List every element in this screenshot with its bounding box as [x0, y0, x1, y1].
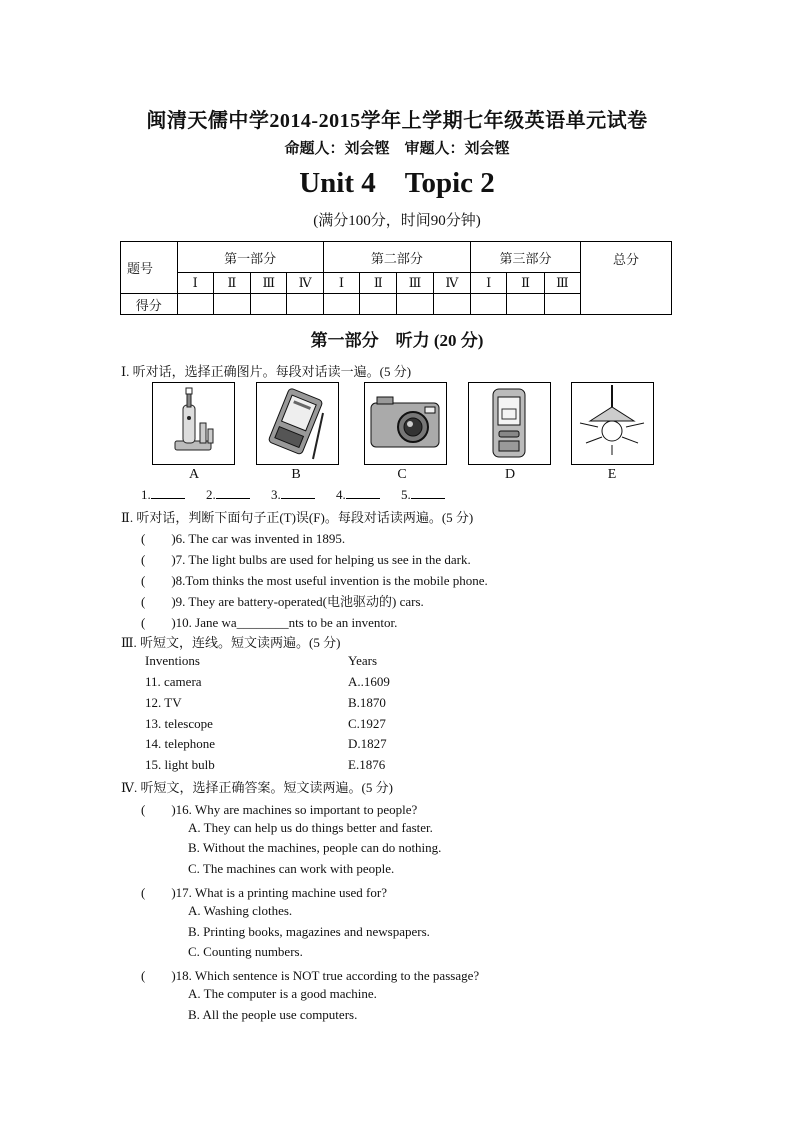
question-18: ( )18. Which sentence is NOT true according to the passage? [141, 968, 480, 983]
option-18b: B. All the people use computers. [188, 1007, 358, 1022]
score-cell[interactable] [397, 294, 433, 315]
exam-title: 闽清天儒中学2014-2015学年上学期七年级英语单元试卷 [146, 110, 648, 132]
picture-b [256, 382, 339, 465]
camera-icon [365, 383, 446, 464]
table-sub-header: Ⅳ [433, 273, 470, 294]
picture-label-c: C [397, 467, 407, 482]
answer-number: 5. [401, 487, 411, 502]
picture-label-d: D [504, 467, 516, 482]
answer-blank[interactable] [281, 487, 315, 499]
question-17: ( )17. What is a printing machine used for? [141, 885, 387, 900]
table-sub-header: Ⅱ [507, 273, 544, 294]
answer-blank[interactable] [216, 487, 250, 499]
table-sub-header: Ⅱ [213, 273, 250, 294]
score-info: (满分100分，时间90分钟) [313, 213, 481, 229]
match-right-item: B.1870 [348, 695, 386, 710]
option-16a: A. They can help us do things better and faster. [188, 820, 433, 835]
match-right-item: D.1827 [348, 736, 387, 751]
table-sub-header: Ⅲ [544, 273, 580, 294]
answer-blank[interactable] [411, 487, 445, 499]
match-left-item: 11. camera [145, 674, 202, 689]
option-16b: B. Without the machines, people can do nothing. [188, 840, 442, 855]
picture-d [468, 382, 551, 465]
table-sub-header: Ⅲ [397, 273, 433, 294]
picture-e [571, 382, 654, 465]
table-sub-header: Ⅰ [323, 273, 359, 294]
answer-number: 4. [336, 487, 346, 502]
option-16c: C. The machines can work with people. [188, 861, 395, 876]
column-header-years: Years [348, 653, 378, 668]
option-17a: A. Washing clothes. [188, 903, 293, 918]
score-cell[interactable] [507, 294, 544, 315]
score-cell[interactable] [213, 294, 250, 315]
section-two-heading: Ⅱ. 听对话，判断下面句子正(T)误(F)。每段对话读两遍。(5 分) [121, 510, 474, 525]
table-header-part-two: 第二部分 [323, 242, 470, 273]
match-right-item: A..1609 [348, 674, 390, 689]
score-cell[interactable] [177, 294, 213, 315]
light-bulb-icon [572, 383, 653, 464]
section-four-heading: Ⅳ. 听短文，选择正确答案。短文读两遍。(5 分) [121, 780, 393, 795]
section-three-heading: Ⅲ. 听短文，连线。短文读两遍。(5 分) [121, 635, 341, 650]
table-sub-header: Ⅰ [177, 273, 213, 294]
match-left-item: 14. telephone [145, 736, 216, 751]
column-header-inventions: Inventions [145, 653, 200, 668]
picture-label-b: B [291, 467, 301, 482]
score-cell[interactable] [251, 294, 287, 315]
match-left-item: 15. light bulb [145, 757, 215, 772]
picture-a [152, 382, 235, 465]
match-left-item: 13. telescope [145, 716, 213, 731]
option-17b: B. Printing books, magazines and newspapers. [188, 924, 430, 939]
match-left-item: 12. TV [145, 695, 182, 710]
electric-toothbrush-icon [153, 383, 234, 464]
match-right-item: E.1876 [348, 757, 386, 772]
unit-title: Unit 4 Topic 2 [299, 167, 495, 199]
answer-blank[interactable] [346, 487, 380, 499]
picture-label-a: A [188, 467, 200, 482]
exam-authors: 命题人：刘会铿 审题人：刘会铿 [284, 141, 510, 157]
answer-number: 3. [271, 487, 281, 502]
score-cell[interactable] [433, 294, 470, 315]
table-sub-header: Ⅰ [471, 273, 507, 294]
picture-c [364, 382, 447, 465]
table-header-total: 总分 [581, 242, 672, 315]
score-table [120, 241, 672, 315]
option-17c: C. Counting numbers. [188, 944, 303, 959]
pda-device-icon [257, 383, 338, 464]
answer-blanks [141, 487, 445, 503]
picture-label-e: E [607, 467, 617, 482]
question-16: ( )16. Why are machines so important to people? [141, 802, 418, 817]
score-cell[interactable] [360, 294, 397, 315]
table-sub-header: Ⅳ [287, 273, 323, 294]
score-cell[interactable] [544, 294, 580, 315]
answer-blank[interactable] [151, 487, 185, 499]
match-right-item: C.1927 [348, 716, 386, 731]
table-score-label: 得分 [121, 294, 178, 315]
question-item: ( )6. The car was invented in 1895. [141, 531, 346, 546]
table-header-part-one: 第一部分 [177, 242, 323, 273]
question-item: ( )8.Tom thinks the most useful invention is the mobile phone. [141, 573, 488, 588]
answer-number: 1. [141, 487, 151, 502]
part-one-title: 第一部分 听力 (20 分) [310, 331, 484, 350]
table-sub-header: Ⅲ [251, 273, 287, 294]
mobile-phone-icon [469, 383, 550, 464]
table-header-number: 题号 [121, 242, 178, 294]
table-header-part-three: 第三部分 [471, 242, 581, 273]
question-item: ( )7. The light bulbs are used for helping us see in the dark. [141, 552, 471, 567]
question-item: ( )10. Jane wa________nts to be an inventor. [141, 615, 398, 630]
score-cell[interactable] [287, 294, 323, 315]
table-sub-header: Ⅱ [360, 273, 397, 294]
question-item: ( )9. They are battery-operated(电池驱动的) cars. [141, 594, 424, 609]
score-cell[interactable] [323, 294, 359, 315]
answer-number: 2. [206, 487, 216, 502]
section-one-heading: Ⅰ. 听对话，选择正确图片。每段对话读一遍。(5 分) [121, 364, 412, 379]
score-cell[interactable] [471, 294, 507, 315]
option-18a: A. The computer is a good machine. [188, 986, 377, 1001]
